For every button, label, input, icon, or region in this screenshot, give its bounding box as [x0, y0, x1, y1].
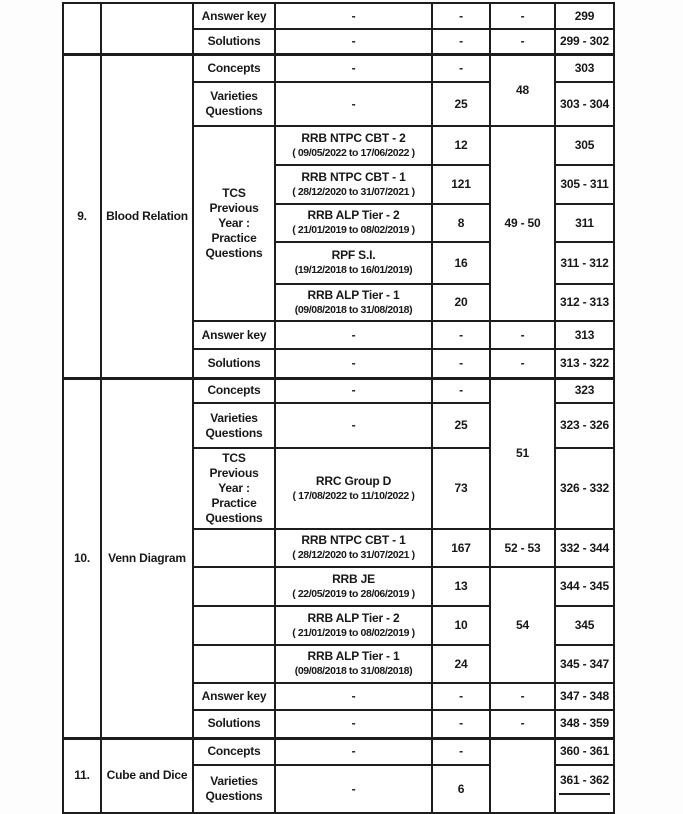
pages-cell: 303 — [555, 54, 614, 82]
question-count-cell: - — [432, 321, 490, 349]
weightage-cell: - — [490, 710, 555, 738]
section-cell: Answer key — [193, 321, 275, 349]
exam-cell — [275, 126, 432, 165]
pages-cell: 311 - 312 — [555, 242, 614, 284]
question-count-cell: - — [432, 54, 490, 82]
weightage-cell: 54 — [490, 567, 555, 683]
serial-cell — [63, 3, 101, 54]
pages-cell: 348 - 359 — [555, 710, 614, 738]
exam-name: RRB ALP Tier - 1 — [307, 649, 400, 664]
exam-cell — [275, 242, 432, 284]
question-count-cell: 13 — [432, 567, 490, 606]
exam-dates: (09/08/2018 to 31/08/2018) — [294, 303, 413, 316]
exam-name: RRC Group D — [315, 473, 392, 488]
pages-cell: 313 — [555, 321, 614, 349]
exam-dates: ( 28/12/2020 to 31/07/2021 ) — [292, 549, 415, 562]
question-count-cell: 121 — [432, 165, 490, 204]
exam-dates: ( 22/05/2019 to 28/06/2019 ) — [292, 587, 415, 600]
section-cell — [193, 645, 275, 683]
section-cell: Concepts — [193, 54, 275, 82]
pages-value: 361 - 362 — [559, 768, 610, 795]
exam-cell — [275, 645, 432, 683]
topic-cell: Cube and Dice — [101, 738, 193, 813]
serial-cell: 11. — [63, 738, 101, 813]
question-count-cell: 6 — [432, 765, 490, 813]
exam-cell: - — [275, 29, 432, 54]
question-count-cell: 16 — [432, 242, 490, 284]
question-count-cell: 25 — [432, 403, 490, 448]
table-row — [63, 738, 614, 765]
pages-cell: 312 - 313 — [555, 284, 614, 321]
question-count-cell: 10 — [432, 606, 490, 645]
pages-cell: 332 - 344 — [555, 529, 614, 567]
exam-name: RRB NTPC CBT - 1 — [301, 533, 406, 548]
pages-cell: 345 - 347 — [555, 645, 614, 683]
pages-cell: 311 — [555, 204, 614, 242]
exam-cell: - — [275, 3, 432, 29]
pages-cell: 299 - 302 — [555, 29, 614, 54]
section-cell — [193, 567, 275, 606]
section-cell: Solutions — [193, 349, 275, 378]
pages-cell: 347 - 348 — [555, 683, 614, 710]
pages-cell: 323 — [555, 378, 614, 403]
section-cell: Solutions — [193, 29, 275, 54]
question-count-cell: 20 — [432, 284, 490, 321]
exam-name: RRB JE — [332, 571, 375, 586]
exam-cell: - — [275, 710, 432, 738]
exam-dates: ( 17/08/2022 to 11/10/2022 ) — [292, 489, 415, 502]
question-count-cell: - — [432, 378, 490, 403]
pages-cell: 360 - 361 — [555, 738, 614, 765]
section-cell: Concepts — [193, 738, 275, 765]
pages-cell: 323 - 326 — [555, 403, 614, 448]
exam-cell: - — [275, 82, 432, 126]
exam-cell — [275, 284, 432, 321]
exam-cell: - — [275, 54, 432, 82]
exam-cell — [275, 448, 432, 529]
question-count-cell: - — [432, 29, 490, 54]
exam-cell: - — [275, 378, 432, 403]
exam-name: RRB ALP Tier - 1 — [307, 287, 400, 302]
question-count-cell: - — [432, 738, 490, 765]
section-cell: Varieties Questions — [193, 403, 275, 448]
topic-cell — [101, 3, 193, 54]
question-count-cell: - — [432, 349, 490, 378]
section-cell — [193, 606, 275, 645]
weightage-cell: 52 - 53 — [490, 529, 555, 567]
weightage-cell: - — [490, 683, 555, 710]
section-cell — [193, 529, 275, 567]
pages-cell-next — [559, 795, 610, 810]
topic-cell: Venn Diagram — [101, 378, 193, 738]
exam-cell — [275, 567, 432, 606]
pages-cell: 345 — [555, 606, 614, 645]
pages-cell: 326 - 332 — [555, 448, 614, 529]
question-count-cell: 24 — [432, 645, 490, 683]
section-cell: Varieties Questions — [193, 82, 275, 126]
exam-name: RRB ALP Tier - 2 — [307, 208, 400, 223]
exam-cell: - — [275, 321, 432, 349]
question-count-cell: 8 — [432, 204, 490, 242]
pages-cell: 305 - 311 — [555, 165, 614, 204]
question-count-cell: - — [432, 3, 490, 29]
weightage-cell: - — [490, 29, 555, 54]
exam-dates: (19/12/2018 to 16/01/2019) — [294, 264, 413, 277]
exam-cell: - — [275, 738, 432, 765]
exam-cell — [275, 529, 432, 567]
weightage-cell: 49 - 50 — [490, 126, 555, 321]
toc-table — [62, 2, 615, 814]
pages-cell — [555, 765, 614, 813]
table-row — [63, 3, 614, 29]
serial-cell: 10. — [63, 378, 101, 738]
weightage-cell: 51 — [490, 378, 555, 529]
pages-cell: 303 - 304 — [555, 82, 614, 126]
exam-cell: - — [275, 683, 432, 710]
weightage-cell: 48 — [490, 54, 555, 126]
weightage-cell — [490, 738, 555, 813]
exam-cell — [275, 606, 432, 645]
section-cell: Answer key — [193, 3, 275, 29]
exam-cell: - — [275, 765, 432, 813]
pages-cell: 305 — [555, 126, 614, 165]
question-count-cell: - — [432, 683, 490, 710]
table-row — [63, 54, 614, 82]
exam-name: RRB NTPC CBT - 1 — [301, 169, 406, 184]
table-row — [63, 378, 614, 403]
question-count-cell: 12 — [432, 126, 490, 165]
exam-name: RRB NTPC CBT - 2 — [301, 130, 406, 145]
question-count-cell: 167 — [432, 529, 490, 567]
weightage-cell: - — [490, 349, 555, 378]
weightage-cell: - — [490, 3, 555, 29]
topic-cell: Blood Relation — [101, 54, 193, 378]
exam-name: RRB ALP Tier - 2 — [307, 610, 400, 625]
section-cell: TCS Previous Year : Practice Questions — [193, 126, 275, 321]
pages-cell: 299 — [555, 3, 614, 29]
pages-cell: 344 - 345 — [555, 567, 614, 606]
weightage-cell: - — [490, 321, 555, 349]
exam-name: RPF S.I. — [331, 248, 376, 263]
exam-cell — [275, 204, 432, 242]
pages-cell: 313 - 322 — [555, 349, 614, 378]
serial-cell: 9. — [63, 54, 101, 378]
section-cell: TCS Previous Year : Practice Questions — [193, 448, 275, 529]
question-count-cell: 73 — [432, 448, 490, 529]
exam-cell: - — [275, 403, 432, 448]
exam-dates: ( 09/05/2022 to 17/06/2022 ) — [292, 146, 415, 159]
section-cell: Solutions — [193, 710, 275, 738]
exam-dates: ( 28/12/2020 to 31/07/2021 ) — [292, 185, 415, 198]
question-count-cell: - — [432, 710, 490, 738]
exam-cell: - — [275, 349, 432, 378]
section-cell: Varieties Questions — [193, 765, 275, 813]
section-cell: Answer key — [193, 683, 275, 710]
exam-cell — [275, 165, 432, 204]
section-cell: Concepts — [193, 378, 275, 403]
question-count-cell: 25 — [432, 82, 490, 126]
exam-dates: (09/08/2018 to 31/08/2018) — [294, 665, 413, 678]
exam-dates: ( 21/01/2019 to 08/02/2019 ) — [292, 224, 415, 237]
exam-dates: ( 21/01/2019 to 08/02/2019 ) — [292, 626, 415, 639]
